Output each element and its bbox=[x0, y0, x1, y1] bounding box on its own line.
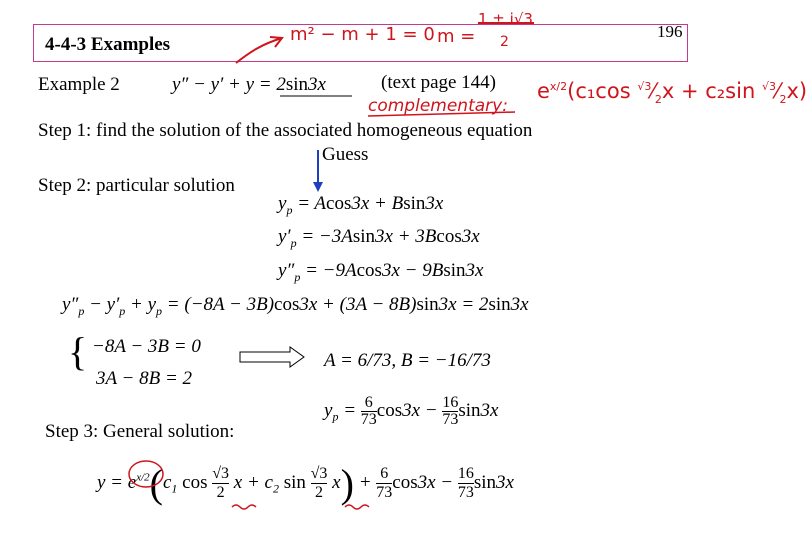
system-brace: { bbox=[68, 329, 88, 374]
coefficient-result: A = 6/73, B = −16/73 bbox=[324, 350, 491, 371]
guess-arrowhead bbox=[313, 182, 323, 192]
squiggle-under-first-half bbox=[232, 505, 256, 509]
handwritten-m: m = bbox=[437, 26, 476, 47]
handwritten-arrow bbox=[236, 38, 282, 63]
handwritten-root-denominator: 2 bbox=[500, 34, 509, 50]
guess-label: Guess bbox=[322, 144, 369, 165]
complementary-underline bbox=[368, 112, 515, 116]
example-label: Example 2 bbox=[38, 74, 120, 95]
section-title: 4-4-3 Examples bbox=[45, 34, 171, 55]
step1-text: Step 1: find the solution of the associated homogeneous equation bbox=[38, 120, 533, 141]
step2-text: Step 2: particular solution bbox=[38, 175, 235, 196]
yp-second-derivative: $y''_p = -9Acos3x - 9Bsin3x$ bbox=[278, 260, 484, 284]
system-equation-1: −8A − 3B = 0 bbox=[92, 336, 201, 357]
text-reference: (text page 144) bbox=[381, 72, 497, 93]
squiggle-under-second-half bbox=[345, 505, 369, 509]
yp-equation: $y_p = Acos3x + Bsin3x$ bbox=[278, 193, 444, 217]
yp-first-derivative: $y'_p = -3Asin3x + 3Bcos3x$ bbox=[278, 226, 480, 250]
page-number: 196 bbox=[657, 22, 683, 41]
substitution-equation: $y''_p - y'_p + y_p = (-8A - 3B)\cos 3x + (3A - 8B)\sin 3x = 2\sin 3x$ bbox=[62, 294, 529, 318]
handwritten-complementary-solution: $e^{x/2}(c_1\cos$ $^{√3}⁄_2x + c_2\sin$ $^{√3}⁄_2x$) bbox=[537, 79, 807, 107]
handwritten-root-numerator: 1 ± i√3 bbox=[478, 10, 533, 28]
implies-arrow bbox=[240, 347, 304, 367]
handwritten-complementary-label: complementary: bbox=[368, 96, 508, 116]
yp-final: $y_p$ = $\frac{6}{73}$ cos3x − $\frac{16}{73}$ sin3x bbox=[324, 394, 499, 428]
general-solution: $y = e^{x/2}(c_1$ cos $\frac{√3}{2}$ $x + c_2$ sin $\frac{√3}{2}$ x) + $\frac{6}{73}$ cos3x − $\frac{16}{73}$ sin3x bbox=[97, 461, 514, 506]
system-equation-2: 3A − 8B = 2 bbox=[96, 368, 193, 389]
handwritten-characteristic-equation: m² − m + 1 = 0 bbox=[290, 24, 435, 45]
exponent-circle bbox=[129, 461, 163, 487]
example-equation: y″ − y′ + y = 2sin3x bbox=[172, 74, 326, 95]
step3-text: Step 3: General solution: bbox=[45, 421, 235, 442]
